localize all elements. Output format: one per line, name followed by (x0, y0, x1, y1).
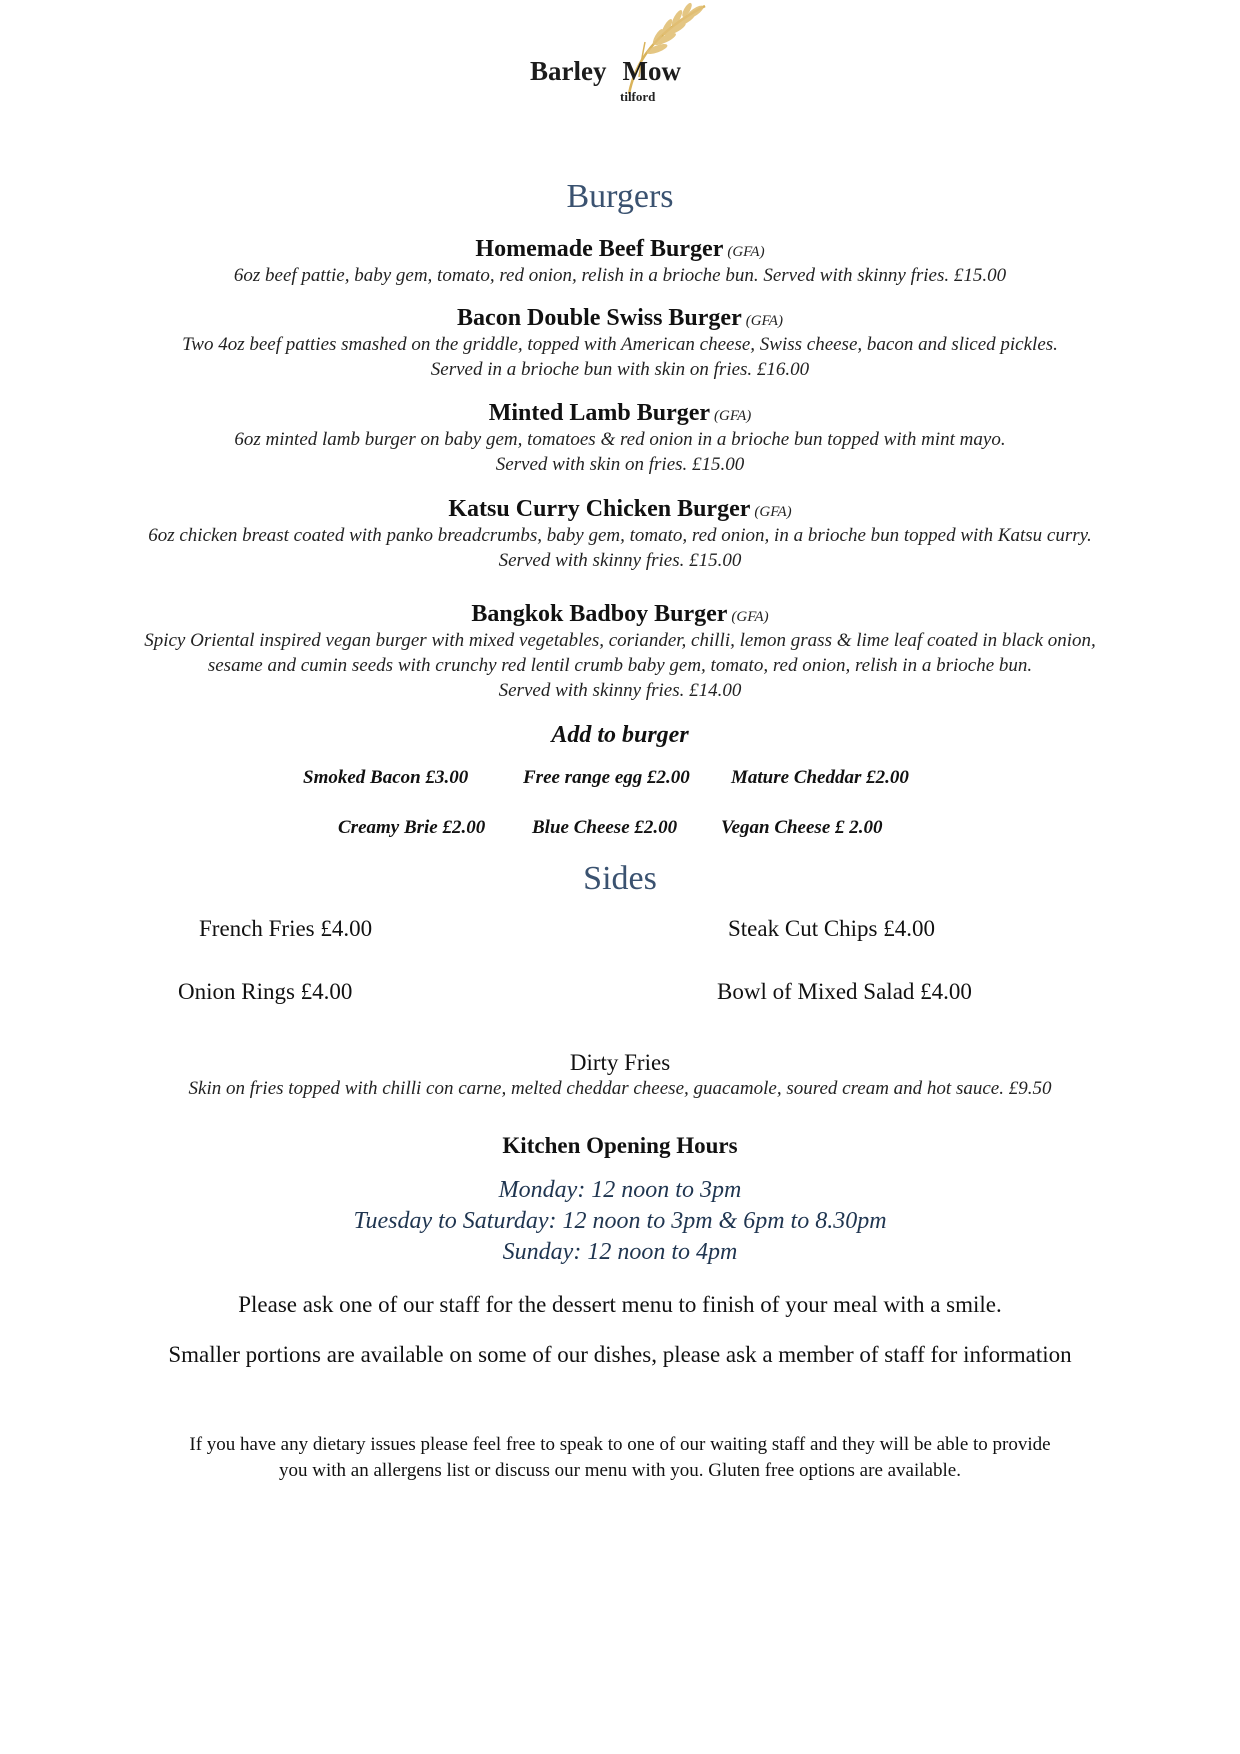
section-title-burgers: Burgers (566, 178, 674, 215)
add-to-burger-title: Add to burger (551, 722, 689, 748)
side-item: Onion Rings £4.00 (178, 979, 353, 1004)
gfa-tag: (GFA) (754, 504, 792, 520)
item-description: 6oz chicken breast coated with panko breadcrumbs, baby gem, tomato, red onion, in a brioche bun topped with Katsu curry. (148, 525, 1092, 546)
menu-item (0, 236, 1240, 288)
hours-line: Tuesday to Saturday: 12 noon to 3pm & 6pm to 8.30pm (353, 1208, 887, 1234)
addon-item: Mature Cheddar £2.00 (731, 767, 909, 788)
item-name: Minted Lamb Burger (488, 400, 711, 426)
item-description: 6oz minted lamb burger on baby gem, tomatoes & red onion in a brioche bun topped with mint mayo. (234, 429, 1006, 450)
addon-item: Free range egg £2.00 (523, 767, 690, 788)
hours-line: Monday: 12 noon to 3pm (498, 1177, 742, 1203)
dessert-note: Please ask one of our staff for the dessert menu to finish of your meal with a smile. (238, 1292, 1002, 1317)
dirty-fries-item (0, 1050, 1240, 1101)
portions-note: Smaller portions are available on some of our dishes, please ask a member of staff for information (168, 1342, 1072, 1367)
item-description: 6oz beef pattie, baby gem, tomato, red onion, relish in a brioche bun. Served with skinny fries. £15.00 (233, 265, 1007, 286)
logo-name-right: Mow (622, 56, 681, 86)
item-description: Spicy Oriental inspired vegan burger with mixed vegetables, coriander, chilli, lemon grass & lime leaf coated in black onion, (144, 630, 1096, 651)
item-name: Dirty Fries (569, 1050, 671, 1075)
side-item: Bowl of Mixed Salad £4.00 (717, 979, 972, 1004)
addon-item: Smoked Bacon £3.00 (303, 767, 469, 788)
logo-location: tilford (620, 89, 656, 104)
section-title-sides: Sides (583, 860, 657, 897)
menu-item (0, 601, 1240, 703)
item-description: Served with skin on fries. £15.00 (495, 454, 745, 475)
addon-item: Vegan Cheese £ 2.00 (721, 817, 883, 838)
menu-item (0, 400, 1240, 477)
gfa-tag: (GFA) (727, 244, 765, 260)
kitchen-hours (0, 1175, 1240, 1268)
dietary-line: you with an allergens list or discuss our menu with you. Gluten free options are available. (279, 1460, 961, 1481)
side-item: Steak Cut Chips £4.00 (728, 916, 936, 941)
logo-wordmark (530, 56, 681, 87)
item-description: sesame and cumin seeds with crunchy red lentil crumb baby gem, tomato, red onion, relish in a brioche bun. (207, 655, 1033, 676)
item-description: Served with skinny fries. £14.00 (498, 680, 742, 701)
gfa-tag: (GFA) (714, 408, 752, 424)
logo-name-left: Barley (530, 56, 607, 86)
item-name: Bacon Double Swiss Burger (457, 305, 742, 331)
item-name: Bangkok Badboy Burger (471, 601, 728, 627)
item-description: Served in a brioche bun with skin on fries. £16.00 (430, 359, 810, 380)
item-description: Two 4oz beef patties smashed on the griddle, topped with American cheese, Swiss cheese, bacon and sliced pickles. (182, 334, 1058, 355)
menu-item (0, 496, 1240, 573)
dietary-note (0, 1432, 1240, 1484)
side-item: French Fries £4.00 (199, 916, 373, 941)
menu-item (0, 305, 1240, 382)
hours-line: Sunday: 12 noon to 4pm (502, 1239, 738, 1265)
logo (520, 0, 720, 115)
gfa-tag: (GFA) (731, 609, 769, 625)
dietary-line: If you have any dietary issues please feel free to speak to one of our waiting staff and they will be able to provide (189, 1434, 1051, 1455)
addon-item: Blue Cheese £2.00 (532, 817, 678, 838)
item-description: Skin on fries topped with chilli con carne, melted cheddar cheese, guacamole, soured cream and hot sauce. £9.50 (188, 1078, 1052, 1099)
item-description: Served with skinny fries. £15.00 (498, 550, 742, 571)
item-name: Katsu Curry Chicken Burger (448, 496, 751, 522)
item-name: Homemade Beef Burger (475, 236, 724, 262)
gfa-tag: (GFA) (745, 313, 783, 329)
addon-item: Creamy Brie £2.00 (338, 817, 486, 838)
kitchen-hours-title: Kitchen Opening Hours (502, 1133, 738, 1158)
